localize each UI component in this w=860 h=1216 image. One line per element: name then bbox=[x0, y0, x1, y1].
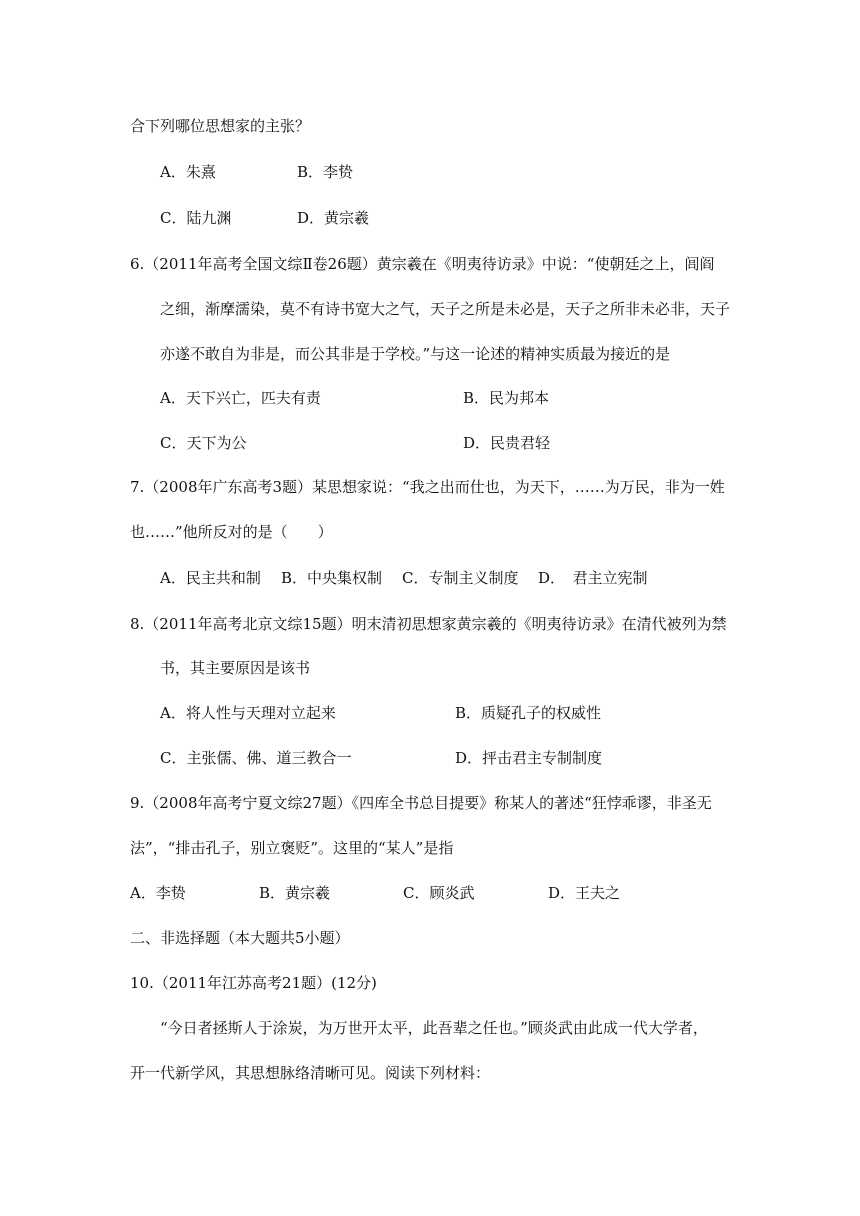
q8-option-b: B．质疑孔子的权威性 bbox=[455, 704, 602, 722]
q9-option-a: A．李贽 bbox=[130, 884, 186, 902]
q9-stem-line-1: 9.（2008年高考宁夏文综27题）《四库全书总目提要》称某人的著述“狂悖乖谬，非圣无 bbox=[130, 794, 712, 812]
q5-stem-end: 合下列哪位思想家的主张？ bbox=[130, 117, 311, 135]
q6-option-b: B．民为邦本 bbox=[463, 389, 550, 407]
q6-stem-line-2: 之细，渐摩濡染，莫不有诗书宽大之气，天子之所是未必是，天子之所非未必非，天子 bbox=[160, 300, 731, 318]
q7-option-b: B．中央集权制 bbox=[281, 569, 383, 587]
q7-option-a: A．民主共和制 bbox=[160, 569, 261, 587]
q6-option-c: C．天下为公 bbox=[160, 434, 247, 452]
q10-passage-line-2: 开一代新学风，其思想脉络清晰可见。阅读下列材料： bbox=[130, 1064, 491, 1082]
q7-option-c: C．专制主义制度 bbox=[402, 569, 519, 587]
q7-option-d: D． 君主立宪制 bbox=[538, 569, 648, 587]
q8-stem-line-2: 书，其主要原因是该书 bbox=[160, 659, 311, 677]
q9-stem-line-2: 法”，“排击孔子，别立褒贬”。这里的“某人”是指 bbox=[130, 839, 454, 857]
q8-option-a: A．将人性与天理对立起来 bbox=[160, 704, 336, 722]
q6-stem-line-3: 亦遂不敢自为非是，而公其非是于学校。”与这一论述的精神实质最为接近的是 bbox=[160, 345, 671, 363]
q10-passage-line-1: “今日者拯斯人于涂炭，为万世开太平，此吾辈之任也。”顾炎武由此成一代大学者， bbox=[160, 1019, 708, 1037]
q5-option-b: B．李贽 bbox=[297, 163, 354, 181]
q8-stem-line-1: 8.（2011年高考北京文综15题）明末清初思想家黄宗羲的《明夷待访录》在清代被列为禁 bbox=[130, 615, 727, 633]
q8-option-c: C．主张儒、佛、道三教合一 bbox=[160, 749, 352, 767]
q6-stem-line-1: 6.（2011年高考全国文综Ⅱ卷26题）黄宗羲在《明夷待访录》中说：“使朝廷之上，闾阎 bbox=[130, 255, 715, 273]
q9-option-b: B．黄宗羲 bbox=[259, 884, 331, 902]
q7-stem-line-2: 也……”他所反对的是（ ） bbox=[130, 523, 333, 541]
q5-option-a: A．朱熹 bbox=[160, 163, 216, 181]
q9-option-c: C．顾炎武 bbox=[403, 884, 475, 902]
q5-option-c: C．陆九渊 bbox=[160, 209, 232, 227]
section-2-heading: 二、非选择题（本大题共5小题） bbox=[130, 929, 350, 947]
q10-stem-line-1: 10.（2011年江苏高考21题）(12分) bbox=[130, 974, 377, 992]
q9-option-d: D．王夫之 bbox=[548, 884, 621, 902]
q8-option-d: D．抨击君主专制制度 bbox=[455, 749, 603, 767]
q7-stem-line-1: 7.（2008年广东高考3题）某思想家说：“我之出而仕也，为天下，……为万民，非为一姓 bbox=[130, 478, 725, 496]
q5-option-d: D．黄宗羲 bbox=[297, 209, 370, 227]
q6-option-d: D．民贵君轻 bbox=[463, 434, 551, 452]
q6-option-a: A．天下兴亡，匹夫有责 bbox=[160, 389, 321, 407]
